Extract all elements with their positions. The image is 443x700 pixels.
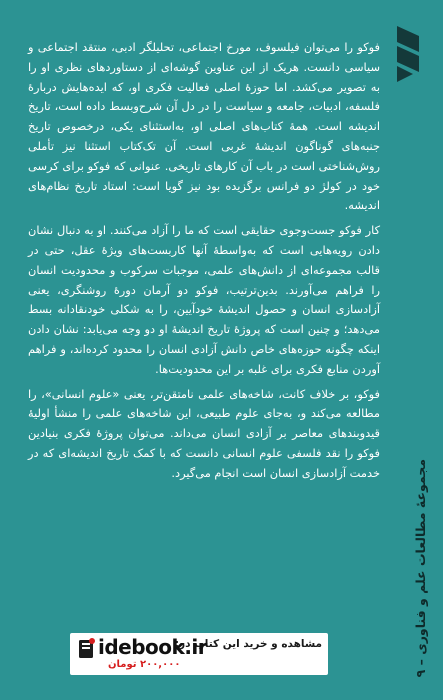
blurb-text [28, 38, 380, 536]
blurb-paragraph-2: کار فوکو جست‌وجوی حقایقی است که ما را آزاد می‌کنند. او به دنبال نشان دادن رویه‌هایی است که به‌واسطهٔ آنها کاربست‌های ویژهٔ عقل، حتی در قالب مجموعه‌ای از دانش‌های علمی، موجبات سرکوب و محدودیت انسان را فراهم می‌آورند. بدین‌ترتیب، فوکو دو آرمان دورهٔ روشنگری، یعنی آزادسازی انسان و حصول اندیشهٔ خودآیین، را به شکلی خودنقادانه بسط می‌دهد؛ و چنین است که پروژهٔ تاریخ اندیشهٔ او دو وجه می‌یابد: نشان دادن اینکه چگونه حوزه‌های خاص دانش آزادی انسان را محدود کرده‌اند، و فراهم آوردن منابع فکری برای غلبه بر این محدودیت‌ها. [28, 223, 380, 376]
book-icon [76, 637, 96, 661]
promo-domain[interactable]: idebook.ir [98, 635, 208, 659]
promo-price: ۲۰۰,۰۰۰ تومان [108, 659, 181, 670]
promo-prompt: مشاهده و خرید این کتاب در: [174, 638, 322, 650]
blurb-paragraph-1: فوکو را می‌توان فیلسوف، مورخ اجتماعی، تحلیلگر ادبی، منتقد اجتماعی و سیاسی دانست. هریک از این عناوین گوشه‌ای از دستاوردهای نظری او را به تصویر می‌کشد. اما حوزهٔ اصلی فعالیت فکری او، که ایده‌هایش دربارهٔ فلسفه، ادبیات، جامعه و سیاست را در دل آن شرح‌وبسط داده است، تاریخ اندیشه است. همهٔ کتاب‌های اصلی او، به‌استثنای یکی، درخصوص تاریخ جنبه‌های گوناگون اندیشهٔ غربی است. آن تک‌کتاب استثنا نیز تأملی روش‌شناختی است در باب آن کارهای تاریخی. عنوانی که فوکو برای کرسی خود در کولژ دو فرانس برگزیده بود نیز گویا است: استاد تاریخ نظام‌های اندیشه. [28, 40, 380, 213]
series-label-text: مجموعهٔ مطالعات علم و فناوری – ۹ [412, 458, 428, 678]
series-label [405, 448, 435, 688]
publisher-logo-icon [395, 26, 421, 90]
idebook-promo-banner[interactable] [70, 633, 328, 675]
blurb-paragraph-3: فوکو، بر خلاف کانت، شاخه‌های علمی نامتقن‌تر، یعنی «علوم انسانی»، را مطالعه می‌کند و، به‌جای علوم طبیعی، این شاخه‌های علمی را منشأ اولیهٔ قیدوبندهای معاصر بر آزادی انسان می‌داند. می‌توان پروژهٔ فکری بنیادین فوکو را نقد فلسفی علوم انسانی دانست که با کمک تاریخ اندیشه‌ای که در خدمت آزادسازی انسان است انجام می‌گیرد. [28, 386, 380, 480]
